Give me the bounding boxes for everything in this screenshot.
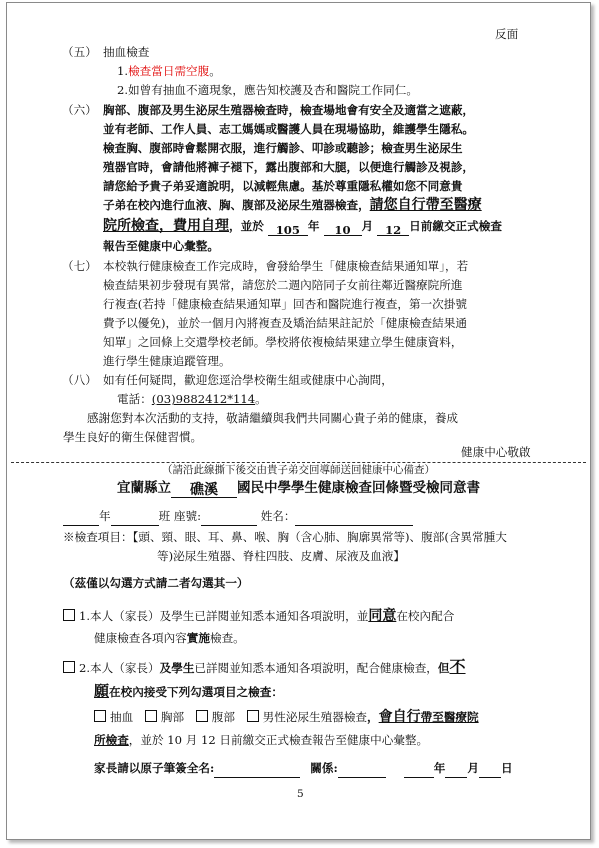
section-5-number: （五）	[62, 45, 97, 59]
section-7-line-1: 本校執行健康檢查工作完成時，會發給學生「健康檢查結果通知單」，若	[103, 259, 469, 273]
section-5-title: 抽血檢查	[103, 45, 150, 59]
school-name: 礁溪	[171, 481, 237, 498]
section-7-line-6: 進行學生健康追蹤管理。	[103, 354, 231, 368]
comma: ，	[367, 710, 379, 724]
self-take-word: 會自行	[378, 709, 421, 725]
section-6-line-3: 檢查胸、腹部時會鬆開衣服，進行觸診、叩診或聽診；檢查男生泌尿生	[103, 141, 463, 155]
line-text: ，並於	[229, 219, 264, 233]
seat-label: 座號:	[173, 509, 201, 523]
option-2-line-4	[94, 731, 428, 750]
section-6-line-4: 殖器官時，會請他將褲子褪下，露出腹部和大腿，以便進行觸診及視診，	[103, 160, 475, 174]
cut-note: （請沿此線撕下後交由貴子弟交回導師送回健康中心備查）	[162, 464, 435, 476]
option-1-line-2-end: 檢查。	[209, 631, 245, 645]
section-6-line-6	[103, 196, 482, 215]
section-6-line-7	[103, 217, 502, 236]
chest-checkbox[interactable]	[145, 710, 157, 722]
to-clinic-text: 帶至醫療院	[420, 710, 479, 724]
section-6-number: （六）	[62, 103, 97, 117]
section-5-line-1	[117, 62, 221, 81]
section-6-line-8: 報告至健康中心彙整。	[103, 239, 219, 253]
not-word: 不	[449, 657, 466, 676]
student-info-line	[63, 507, 413, 526]
side-label: 反面	[495, 27, 519, 41]
section-7-line-2: 檢查結果初步發現有異常，請您於二週內陪同子女前往鄰近醫療院所進	[103, 278, 463, 292]
willing-word: 願	[94, 682, 110, 700]
signature-health-center: 健康中心敬啟	[461, 445, 531, 459]
phone-end: 。	[255, 392, 267, 406]
grade-field[interactable]	[63, 511, 99, 526]
option-1-line-2-text: 健康檢查各項內容	[94, 631, 187, 645]
form-title	[7, 479, 590, 498]
option-1-text-end: 在校內配合	[396, 609, 455, 623]
name-label: 姓名：	[260, 509, 296, 523]
abdomen-checkbox[interactable]	[196, 710, 208, 722]
option-1-text: 1.本人（家長）及學生已詳閱並知悉本通知各項說明，並	[79, 609, 369, 623]
thanks-line-1: 感謝您對本次活動的支持，敬請繼續與我們共同關心貴子弟的健康，養成	[87, 411, 459, 425]
section-8-phone-line	[117, 390, 267, 409]
chest-label: 胸部	[160, 710, 185, 724]
grade-label: 年	[99, 509, 111, 523]
document-page	[6, 2, 591, 840]
thanks-line-2: 學生良好的衛生保健習慣。	[63, 430, 203, 444]
year-label: 年	[307, 219, 320, 233]
day-label: 日前繳交正式檢查	[409, 219, 502, 233]
clinic-text: 院所檢查，	[103, 218, 173, 234]
option-2-checkbox[interactable]	[63, 661, 75, 673]
check-items-options	[94, 708, 479, 727]
name-field[interactable]	[295, 511, 413, 526]
section-6-line-1: 胸部、腹部及男生泌尿生殖器檢查時，檢查場地會有安全及適當之遮蔽，	[103, 103, 475, 117]
sign-day-label: 日	[501, 761, 513, 775]
abdomen-label: 腹部	[211, 710, 235, 724]
sign-year-label: 年	[433, 761, 446, 775]
sign-month-label: 月	[467, 761, 479, 775]
parent-signature-line	[94, 759, 513, 778]
self-pay-notice: 費用自理	[173, 218, 229, 234]
deadline-month: 10	[324, 221, 362, 236]
section-7-number: （七）	[62, 259, 97, 273]
option-1-checkbox[interactable]	[63, 609, 75, 621]
class-label: 班	[158, 509, 171, 523]
deadline-day: 12	[377, 221, 409, 236]
implement-word: 實施	[186, 631, 210, 645]
deadline-year: 105	[268, 221, 308, 236]
line-prefix: 1.	[117, 64, 129, 78]
check-items-line-2: 等)泌尿生殖器、脊柱四肢、皮膚、尿液及血液】	[157, 549, 405, 563]
instruction: （茲僅以勾選方式請二者勾選其一）	[63, 576, 249, 590]
form-title-text: 國民中學學生健康檢查回條暨受檢同意書	[237, 480, 480, 496]
parent-sign-label: 家長請以原子筆簽全名:	[94, 761, 215, 775]
county-text: 宜蘭縣立	[117, 480, 171, 496]
section-5-line-2: 2.如曾有抽血不適現象，應告知校護及杏和醫院工作同仁。	[117, 83, 418, 97]
section-7-line-3: 行複查(若持「健康檢查結果通知單」回杏和醫院進行複查，第一次掛號	[103, 297, 467, 311]
phone-label: 電話：	[117, 392, 152, 406]
line-text: 子弟在校內進行血液、胸、腹部及泌尿生殖器檢查，	[103, 198, 370, 212]
genital-label: 男性泌尿生殖器檢查	[262, 710, 368, 724]
check-items-line-1: ※檢查項目：【頭、頸、眼、耳、鼻、喉、胸（含心肺、胸廓異常等)、腹部(含異常腫大	[63, 530, 507, 544]
option-2-text: 2.本人（家長）	[79, 661, 160, 675]
page-number: 5	[297, 788, 304, 800]
self-check-notice: 請您自行帶至醫療	[369, 197, 482, 213]
option-2-text-mid: 已詳閱並知悉本通知各項說明，配合健康檢查，	[194, 661, 438, 675]
and-student: 及學生	[159, 661, 195, 675]
relation-field[interactable]	[338, 763, 386, 778]
parent-sign-field[interactable]	[214, 763, 300, 778]
section-7-line-4: 費予以優免)，並於一個月內將複查及矯治結果註記於「健康檢查結果通	[103, 316, 467, 330]
option-1-line-1	[63, 607, 454, 626]
option-2-line-1	[63, 657, 466, 678]
section-7-line-5: 知單」之回條上交還學校老師。學校將依複檢結果建立學生健康資料，	[103, 335, 463, 349]
sign-month-field[interactable]	[445, 763, 467, 778]
sign-year-field[interactable]	[404, 763, 434, 778]
sign-day-field[interactable]	[479, 763, 501, 778]
section-8-line-1: 如有任何疑問，歡迎您逕洽學校衛生組或健康中心詢問，	[103, 373, 393, 387]
agree-word: 同意	[368, 608, 397, 624]
option-1-line-2	[94, 629, 245, 648]
section-6-line-5: 請您給予貴子弟妥適說明，以減輕焦慮。基於尊重隱私權如您不同意貴	[103, 179, 463, 193]
month-label: 月	[361, 219, 374, 233]
line-suffix: 。	[209, 64, 221, 78]
section-8-number: （八）	[62, 373, 97, 387]
option-2-deadline-text: ，並於 10 月 12 日前繳交正式檢查報告至健康中心彙整。	[128, 733, 429, 747]
section-6-line-2: 並有老師、工作人員、志工媽媽或醫護人員在現場協助，維護學生隱私。	[103, 122, 475, 136]
exam-word: 所檢查	[94, 733, 129, 747]
option-2-line-2-text: 在校內接受下列勾選項目之檢查：	[109, 685, 283, 699]
blood-checkbox[interactable]	[94, 710, 106, 722]
genital-checkbox[interactable]	[247, 710, 259, 722]
blood-label: 抽血	[110, 710, 134, 724]
phone-number: (03)9882412*114	[151, 392, 256, 406]
relation-label: 關係:	[310, 761, 338, 775]
seat-field[interactable]	[201, 511, 257, 526]
option-2-line-2	[94, 682, 283, 702]
fasting-notice: 檢查當日需空腹	[128, 64, 210, 78]
but-word: 但	[437, 661, 450, 675]
class-field[interactable]	[111, 511, 159, 526]
